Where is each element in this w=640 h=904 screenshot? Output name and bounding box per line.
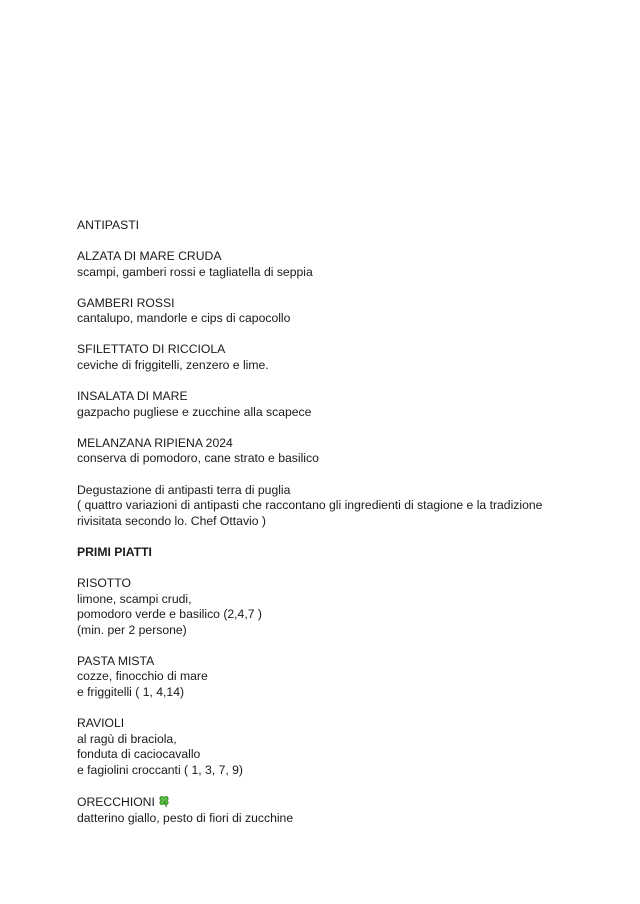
menu-item: [77, 654, 557, 701]
menu-item: [77, 296, 557, 327]
dish-description: ceviche di friggitelli, zenzero e lime.: [77, 358, 269, 373]
dish-name: ALZATA DI MARE CRUDA: [77, 249, 222, 264]
menu-item: [77, 342, 557, 373]
menu-item: [77, 716, 557, 778]
dish-description: cantalupo, mandorle e cips di capocollo: [77, 311, 291, 326]
dish-name: RISOTTO: [77, 575, 131, 590]
dish-name: RAVIOLI: [77, 716, 125, 731]
dish-description: conserva di pomodoro, cane strato e basilico: [77, 451, 319, 466]
dish-description: ( quattro variazioni di antipasti che raccontano gli ingredienti di stagione e la tradizione: [77, 498, 543, 513]
section-title: PRIMI PIATTI: [77, 544, 152, 559]
dish-name: ORECCHIONI: [77, 794, 155, 809]
dish-name: PASTA MISTA: [77, 653, 155, 668]
dish-name: GAMBERI ROSSI: [77, 295, 175, 310]
four-leaf-clover-icon: [157, 794, 171, 808]
dish-name: SFILETTATO DI RICCIOLA: [77, 342, 226, 357]
menu-item: [77, 249, 557, 280]
menu-item: [77, 389, 557, 420]
dish-name-row: [77, 794, 557, 811]
dish-description: al ragù di braciola,: [77, 731, 177, 746]
dish-description: pomodoro verde e basilico (2,4,7 ): [77, 607, 262, 622]
dish-description: e friggitelli ( 1, 4,14): [77, 684, 185, 699]
dish-description: limone, scampi crudi,: [77, 591, 192, 606]
dish-description: scampi, gamberi rossi e tagliatella di seppia: [77, 264, 313, 279]
dish-description: datterino giallo, pesto di fiori di zucchine: [77, 810, 294, 825]
dish-description: e fagiolini croccanti ( 1, 3, 7, 9): [77, 762, 243, 777]
menu-item-degustazione: [77, 483, 557, 530]
section-antipasti: [77, 218, 557, 529]
section-title: ANTIPASTI: [77, 218, 140, 232]
dish-description: gazpacho pugliese e zucchine alla scapece: [77, 404, 312, 419]
menu-item: [77, 576, 557, 638]
dish-description: rivisitata secondo lo. Chef Ottavio ): [77, 513, 266, 528]
dish-name: MELANZANA RIPIENA 2024: [77, 435, 233, 450]
menu-page: [77, 218, 557, 842]
dish-name: Degustazione di antipasti terra di puglia: [77, 482, 291, 497]
dish-name: INSALATA DI MARE: [77, 389, 188, 404]
dish-description: (min. per 2 persone): [77, 622, 187, 637]
menu-item: [77, 794, 557, 826]
dish-description: fonduta di caciocavallo: [77, 747, 201, 762]
menu-item: [77, 436, 557, 467]
dish-description: cozze, finocchio di mare: [77, 669, 208, 684]
section-primi-piatti: [77, 545, 557, 826]
